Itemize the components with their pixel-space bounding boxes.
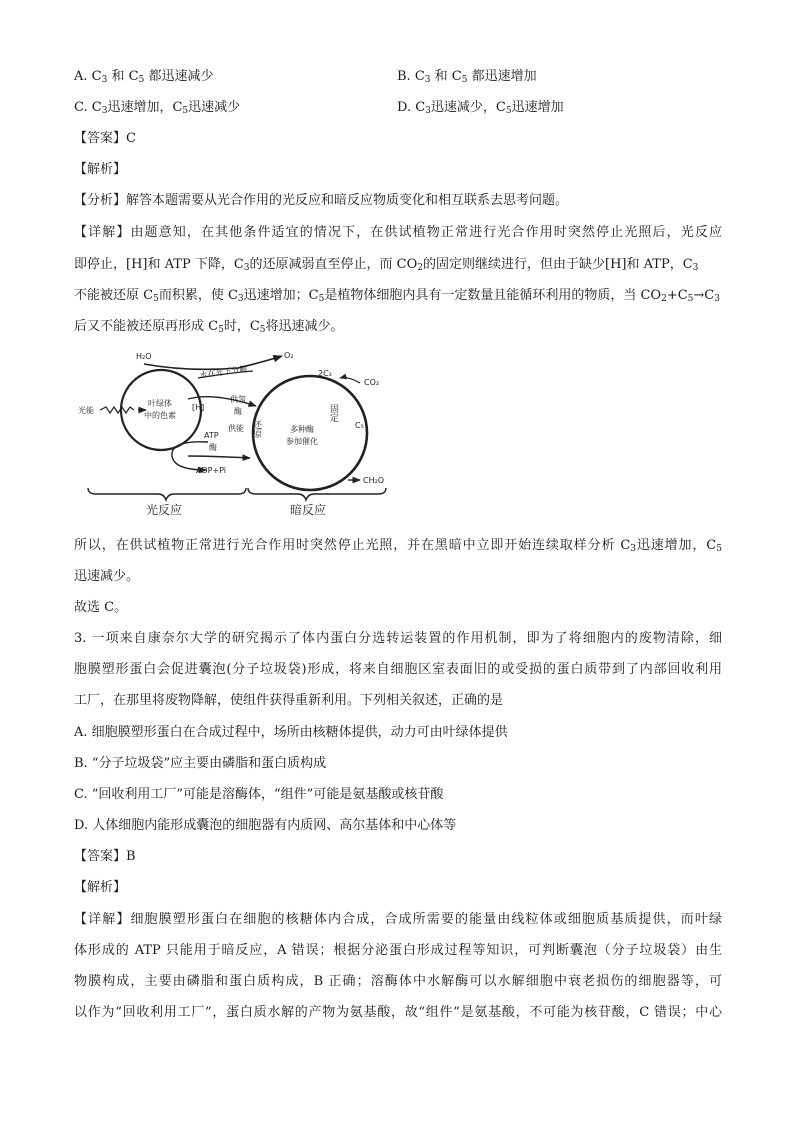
subscript: 5 (505, 106, 512, 116)
text: 迅速减少，C (430, 100, 506, 115)
water-split-arrow (144, 356, 282, 369)
subscript: 5 (716, 544, 722, 554)
text: 和 C (434, 69, 462, 84)
text: 迅速增加 (511, 100, 564, 115)
light-reaction-label: 光反应 (146, 503, 183, 517)
pigment-label-1: 叶绿体 (148, 399, 172, 408)
q3-option-d: D. 人体细胞内能形成囊泡的细胞器有内质网、高尔基体和中心体等 (74, 818, 457, 833)
enzyme-label: 酶 (234, 407, 242, 416)
q2-detail-line-2 (74, 257, 698, 273)
subscript: 3 (237, 294, 244, 304)
co2-label: CO₂ (364, 378, 380, 387)
subscript: 5 (259, 325, 266, 335)
enzymes-label-1: 多种酶 (290, 425, 314, 434)
subscript: 3 (243, 263, 250, 273)
text: 时，C (223, 319, 260, 334)
q3-option-c: C. “回收利用工厂”可能是溶酶体，“组件”可能是氨基酸或核苷酸 (74, 787, 444, 802)
q3-detail-line-4: 以作为“回收利用工厂”，蛋白质水解的产物为氨基酸，故“组件”是氨基酸，不可能为核苷酸，C 错误；中心 (74, 1005, 722, 1020)
q2-option-c (74, 100, 240, 116)
text: A. C (74, 69, 102, 84)
text: +C (666, 288, 688, 303)
q2-final: 故选 C。 (74, 600, 128, 615)
text: C. C (74, 100, 102, 115)
q3-option-a: A. 细胞膜塑形蛋白在合成过程中，场所由核糖体提供，动力可由叶绿体提供 (74, 725, 508, 740)
text: 而积累，使 C (158, 288, 238, 303)
subscript: 2 (661, 294, 667, 304)
subscript: 5 (218, 325, 224, 335)
q2-option-a (74, 69, 213, 85)
text: 的固定则继续进行，但由于缺少[H]和 ATP，C (423, 257, 693, 272)
q3-stem-line-1: 3. 一项来自康奈尔大学的研究揭示了体内蛋白分选转运装置的作用机制，即为了将细胞内的废物清除，细 (74, 631, 722, 646)
q2-option-b (397, 69, 537, 85)
light-energy-label: 光能 (78, 406, 94, 415)
reduction-label: 还原 (251, 420, 261, 438)
q3-detail-line-1: 【详解】细胞膜塑形蛋白在细胞的核糖体内合成，合成所需要的能量由线粒体或细胞质基质提供，而叶绿 (74, 912, 722, 927)
subscript: 3 (101, 75, 108, 85)
subscript: 5 (318, 294, 325, 304)
dark-reaction-label: 暗反应 (290, 503, 327, 517)
text: 都迅速增加 (471, 69, 537, 84)
photolysis-label: 水在光下分解 (199, 364, 248, 380)
text: →C (693, 288, 715, 303)
subscript: 3 (424, 75, 431, 85)
ch2o-label: CH₂O (363, 476, 385, 485)
text: 不能被还原 C (74, 288, 154, 303)
o2-label: O₂ (284, 351, 294, 360)
text: 的还原减弱直至停止，而 CO (249, 257, 418, 272)
q2-conclusion (74, 538, 722, 554)
text: 都迅速减少 (148, 69, 214, 84)
q2-analysis-heading: 【解析】 (74, 162, 127, 177)
subscript: 2 (417, 263, 424, 273)
supply-hydrogen-label: 供氢 (230, 395, 246, 404)
q3-stem-line-3: 工厂，在那里将废物降解，使组件获得重新利用。下列相关叙述，正确的是 (74, 693, 504, 708)
text: 后又不能被还原再形成 C (74, 319, 219, 334)
hydrogen-label: [H] (192, 403, 205, 412)
c5-label: C₅ (355, 421, 364, 430)
text: 所以，在供试植物正常进行光合作用时突然停止光照，并在黑暗中立即开始连续取样分析 C (74, 538, 631, 553)
subscript: 5 (461, 75, 468, 85)
text: 是植物体细胞内具有一定数量且能循环利用的物质，当 CO (324, 288, 662, 303)
text: 迅速减少 (188, 100, 241, 115)
q3-answer: 【答案】B (74, 849, 136, 864)
text: 将迅速减少。 (265, 319, 344, 334)
h2o-label: H₂O (136, 352, 152, 361)
q2-answer: 【答案】C (74, 131, 136, 146)
co2-arrow (340, 378, 360, 383)
subscript: 5 (182, 106, 189, 116)
text: 即停止，[H]和 ATP 下降，C (74, 257, 244, 272)
subscript: 3 (692, 263, 699, 273)
photosynthesis-diagram (78, 348, 408, 523)
subscript: 5 (153, 294, 159, 304)
text: 迅速增加，C (636, 538, 717, 553)
q3-option-b: B. “分子垃圾袋”应主要由磷脂和蛋白质构成 (74, 756, 327, 771)
q3-detail-line-2: 体形成的 ATP 只能用于暗反应，A 错误；根据分泌蛋白形成过程等知识，可判断囊泡（分子垃圾袋）由生 (74, 943, 722, 958)
enzymes-label-2: 参加催化 (286, 437, 318, 446)
text: 迅速增加，C (107, 100, 183, 115)
light-wavy-arrow (100, 407, 134, 413)
pigment-label-2: 中的色素 (144, 411, 176, 420)
subscript: 3 (630, 544, 637, 554)
adp-pi-label: ADP+Pi (196, 466, 227, 475)
subscript: 3 (425, 106, 431, 116)
q3-detail-line-3: 物膜构成，主要由磷脂和蛋白质构成，B 正确；溶酶体中水解酶可以水解细胞中衰老损伤的细胞器等，可 (74, 974, 722, 989)
text: D. C (397, 100, 426, 115)
q2-option-d (397, 100, 564, 116)
q2-fenxi: 【分析】解答本题需要从光合作用的光反应和暗反应物质变化和相互联系去思考问题。 (74, 193, 569, 208)
fixation-label: 固定 (328, 404, 338, 422)
atp-label: ATP (204, 431, 219, 440)
subscript: 3 (714, 294, 720, 304)
text: 迅速增加；C (243, 288, 319, 303)
atp-arrow (188, 456, 250, 458)
supply-energy-label: 供能 (228, 424, 244, 433)
subscript: 5 (687, 294, 694, 304)
q3-stem-line-2: 胞膜塑形蛋白会促进囊泡(分子垃圾袋)形成，将来自细胞区室表面旧的或受损的蛋白质带到了内部回收利用 (74, 662, 722, 677)
two-c3-label: 2C₃ (318, 369, 332, 378)
q2-detail-line-4 (74, 319, 344, 335)
q2-detail-line-1: 【详解】由题意知，在其他条件适宜的情况下，在供试植物正常进行光合作用时突然停止光照后，光反应 (74, 225, 722, 240)
q2-conclusion-2: 迅速减少。 (74, 569, 140, 584)
enzyme2-label: 酶 (209, 443, 217, 452)
subscript: 5 (138, 75, 145, 85)
text: 和 C (111, 69, 139, 84)
light-reaction-brace (88, 488, 246, 500)
text: B. C (397, 69, 425, 84)
subscript: 3 (101, 106, 108, 116)
q2-detail-line-3 (74, 288, 720, 304)
q3-analysis-heading: 【解析】 (74, 880, 127, 895)
